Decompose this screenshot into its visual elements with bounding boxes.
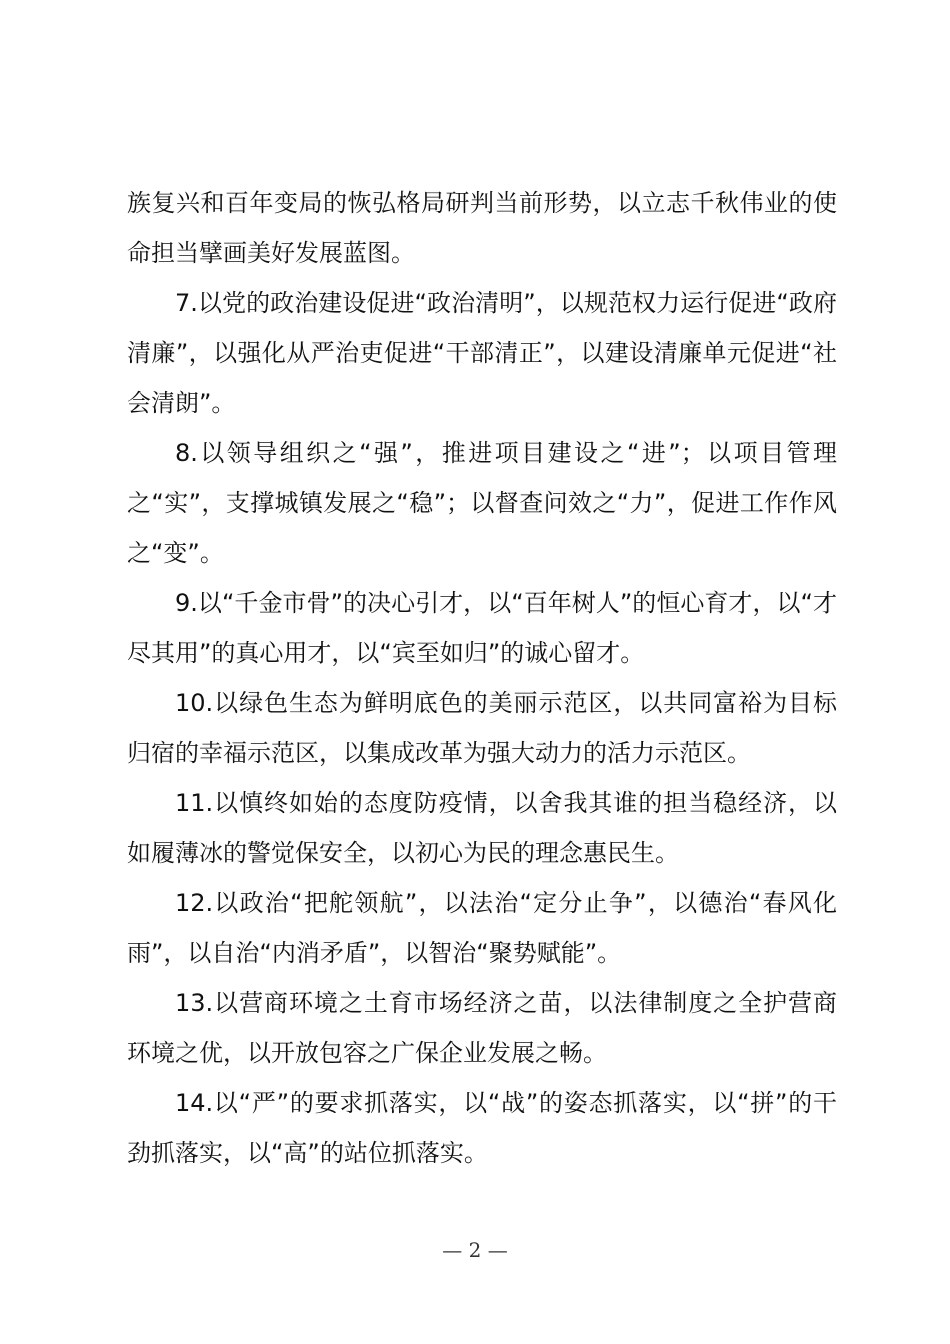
paragraph-item-12: 12.以政治“把舵领航”，以法治“定分止争”，以德治“春风化雨”，以自治“内消矛盾”，以智治“聚势赋能”。 bbox=[127, 889, 837, 967]
paragraph-item-9: 9.以“千金市骨”的决心引才，以“百年树人”的恒心育才，以“才尽其用”的真心用才，以“宾至如归”的诚心留才。 bbox=[127, 589, 837, 667]
paragraph-item-14: 14.以“严”的要求抓落实，以“战”的姿态抓落实，以“拼”的干劲抓落实，以“高”的站位抓落实。 bbox=[127, 1089, 837, 1167]
paragraph-item-7: 7.以党的政治建设促进“政治清明”，以规范权力运行促进“政府清廉”，以强化从严治吏促进“干部清正”，以建设清廉单元促进“社会清朗”。 bbox=[127, 289, 837, 417]
page-number: — 2 — bbox=[442, 1238, 508, 1262]
paragraph-item-13: 13.以营商环境之土育市场经济之苗，以法律制度之全护营商环境之优，以开放包容之广保企业发展之畅。 bbox=[127, 989, 837, 1067]
document-body bbox=[127, 178, 837, 1178]
paragraph-continuation: 族复兴和百年变局的恢弘格局研判当前形势，以立志千秋伟业的使命担当擘画美好发展蓝图。 bbox=[127, 189, 837, 267]
paragraph-item-11: 11.以慎终如始的态度防疫情，以舍我其谁的担当稳经济，以如履薄冰的警觉保安全，以初心为民的理念惠民生。 bbox=[127, 789, 837, 867]
paragraph-item-8: 8.以领导组织之“强”，推进项目建设之“进”；以项目管理之“实”，支撑城镇发展之“稳”；以督查问效之“力”，促进工作作风之“变”。 bbox=[127, 439, 837, 567]
paragraph-item-10: 10.以绿色生态为鲜明底色的美丽示范区，以共同富裕为目标归宿的幸福示范区，以集成改革为强大动力的活力示范区。 bbox=[127, 689, 837, 767]
